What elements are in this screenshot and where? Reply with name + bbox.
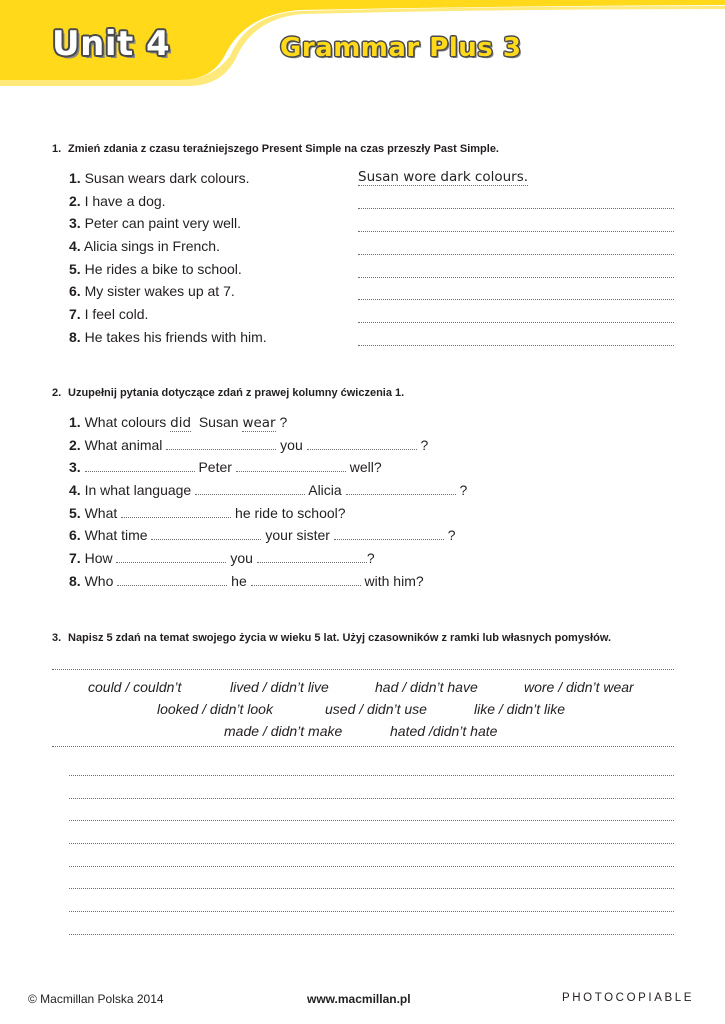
section-title: Grammar Plus 3 [280, 33, 522, 63]
exercise-2-instruction [52, 387, 404, 399]
photocopiable-label: PHOTOCOPIABLE [562, 992, 695, 1004]
exercise-number: 3. [52, 632, 62, 644]
ex1-item: 8. He takes his friends with him. [69, 329, 267, 345]
writing-line[interactable] [69, 843, 674, 844]
ex2-question-4: 4. In what language Alicia ? [69, 482, 468, 498]
ex1-item: 1. Susan wears dark colours. [69, 170, 250, 186]
blank[interactable] [334, 527, 444, 540]
ex2-question-7: 7. How you ? [69, 550, 375, 566]
verb-option: had / didn’t have [375, 679, 478, 695]
verb-option: used / didn’t use [325, 701, 427, 717]
writing-line[interactable] [69, 888, 674, 889]
writing-line[interactable] [69, 798, 674, 799]
blank[interactable] [257, 550, 367, 563]
ex2-question-1: 1. What colours did Susan wear ? [69, 414, 288, 431]
verb-option: like / didn’t like [474, 701, 566, 717]
blank[interactable] [166, 437, 276, 450]
ex1-item: 3. Peter can paint very well. [69, 215, 241, 231]
answer-line-6[interactable] [358, 299, 674, 300]
website-link[interactable]: www.macmillan.pl [307, 992, 411, 1006]
ex1-item: 7. I feel cold. [69, 306, 149, 322]
example-word: did [170, 415, 192, 431]
ex1-item: 6. My sister wakes up at 7. [69, 283, 235, 299]
answer-line-2[interactable] [358, 208, 674, 209]
instruction-text: Zmień zdania z czasu teraźniejszego Present Simple na czas przeszły Past Simple. [68, 143, 499, 155]
copyright: © Macmillan Polska 2014 [28, 992, 164, 1006]
exercise-number: 1. [52, 143, 62, 155]
blank[interactable] [85, 459, 195, 472]
ex1-item: 2. I have a dog. [69, 193, 166, 209]
ex1-item: 4. Alicia sings in French. [69, 238, 220, 254]
ex2-question-2: 2. What animal you ? [69, 437, 429, 453]
verb-option: lived / didn’t live [230, 679, 329, 695]
ex2-question-5: 5. What he ride to school? [69, 505, 346, 521]
blank[interactable] [346, 482, 456, 495]
blank[interactable] [195, 482, 305, 495]
example-answer: Susan wore dark colours. [358, 169, 529, 185]
answer-line-4[interactable] [358, 254, 674, 255]
writing-line[interactable] [69, 911, 674, 912]
ex2-question-3: 3. Peter well? [69, 459, 382, 475]
verb-option: could / couldn’t [88, 679, 182, 695]
blank[interactable] [251, 573, 361, 586]
answer-line-8[interactable] [358, 345, 674, 346]
exercise-1-instruction [52, 143, 499, 155]
verb-option: hated /didn’t hate [390, 723, 498, 739]
writing-line[interactable] [69, 934, 674, 935]
exercise-3-instruction [52, 632, 611, 644]
example-word: wear [242, 415, 276, 431]
verb-box-top-border [52, 669, 674, 670]
blank[interactable] [151, 527, 261, 540]
instruction-text: Napisz 5 zdań na temat swojego życia w wieku 5 lat. Użyj czasowników z ramki lub własnych pomysłów. [68, 632, 612, 644]
writing-line[interactable] [69, 820, 674, 821]
ex2-question-8: 8. Who he with him? [69, 573, 424, 589]
exercise-number: 2. [52, 387, 62, 399]
blank[interactable] [236, 459, 346, 472]
ex2-question-6: 6. What time your sister ? [69, 527, 456, 543]
blank[interactable] [116, 550, 226, 563]
blank[interactable] [307, 437, 417, 450]
ex1-item: 5. He rides a bike to school. [69, 261, 242, 277]
answer-line-3[interactable] [358, 231, 674, 232]
verb-option: made / didn’t make [224, 723, 343, 739]
verb-option: looked / didn’t look [157, 701, 273, 717]
writing-line[interactable] [69, 866, 674, 867]
answer-line-7[interactable] [358, 322, 674, 323]
instruction-text: Uzupełnij pytania dotyczące zdań z prawej kolumny ćwiczenia 1. [68, 387, 405, 399]
verb-option: wore / didn’t wear [524, 679, 634, 695]
blank[interactable] [117, 573, 227, 586]
unit-title: Unit 4 [52, 24, 171, 64]
writing-line[interactable] [69, 775, 674, 776]
verb-box-bottom-border [52, 746, 674, 747]
answer-line-5[interactable] [358, 277, 674, 278]
blank[interactable] [121, 505, 231, 518]
